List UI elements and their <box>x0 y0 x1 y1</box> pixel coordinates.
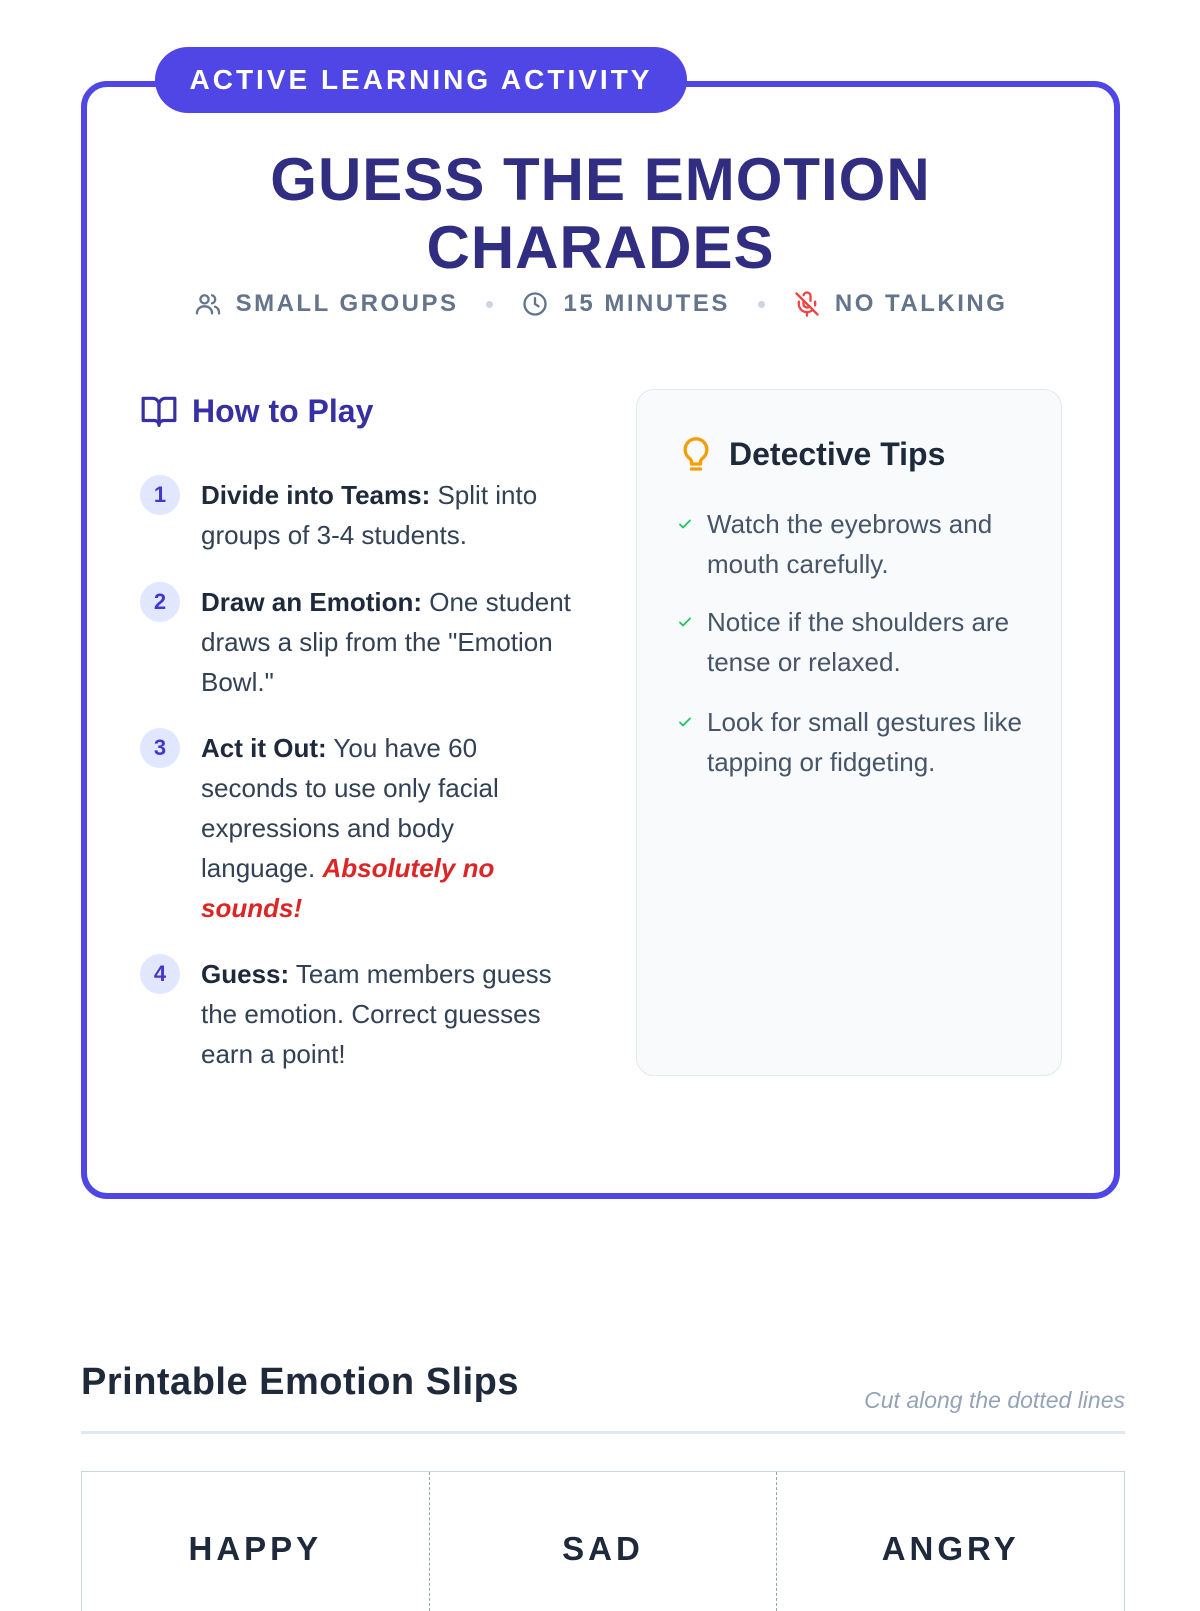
tips-title: Detective Tips <box>729 435 946 472</box>
meta-separator <box>758 301 765 308</box>
clock-icon <box>521 290 549 318</box>
step-text <box>201 728 571 928</box>
emotion-slip: HAPPY <box>188 1530 323 1567</box>
check-icon <box>677 516 693 532</box>
step-number: 2 <box>140 582 180 622</box>
step-body: You have 60 seconds to use only facial expressions and body language. <box>201 733 499 883</box>
step-heading: Guess: <box>201 959 290 989</box>
detective-tips-panel <box>636 389 1062 1076</box>
meta-rule-label: NO TALKING <box>834 290 1008 317</box>
step-number: 4 <box>140 954 180 994</box>
title-line-1: GUESS THE EMOTION <box>270 146 931 213</box>
title-line-2: CHARADES <box>426 214 775 281</box>
step-text <box>201 582 571 702</box>
meta-duration-label: 15 MINUTES <box>563 290 730 317</box>
activity-tag: ACTIVE LEARNING ACTIVITY <box>155 47 687 113</box>
slips-note: Cut along the dotted lines <box>864 1387 1125 1413</box>
tip-text: Watch the eyebrows and mouth carefully. <box>707 509 993 579</box>
step-heading: Draw an Emotion: <box>201 587 423 617</box>
meta-separator <box>486 301 493 308</box>
emotion-slip: SAD <box>429 1472 777 1611</box>
step-body: Split into groups of 3-4 students. <box>201 480 538 550</box>
book-icon <box>140 392 178 430</box>
step-number: 1 <box>140 475 180 515</box>
divider <box>81 1431 1125 1434</box>
tips-heading <box>681 432 945 476</box>
mic-off-icon <box>793 290 821 318</box>
meta-group-size <box>194 290 459 318</box>
step-heading: Act it Out: <box>201 733 327 763</box>
activity-meta <box>81 286 1120 322</box>
check-icon <box>677 614 693 630</box>
how-to-play-heading <box>140 389 373 433</box>
step-text <box>201 954 571 1074</box>
tip-text: Look for small gestures like tapping or fidgeting. <box>707 707 1023 777</box>
meta-rule <box>793 290 1008 318</box>
emotion-slip: ANGRY <box>776 1472 1124 1611</box>
page-title <box>81 146 1120 282</box>
lightbulb-icon <box>681 434 711 474</box>
step-body: One student draws a slip from the "Emotion Bowl." <box>201 587 571 697</box>
step-number: 3 <box>140 728 180 768</box>
slips-title: Printable Emotion Slips <box>81 1361 519 1403</box>
check-icon <box>677 714 693 730</box>
how-to-play-title: How to Play <box>192 392 374 429</box>
emotion-slips-grid <box>81 1471 1125 1611</box>
step-heading: Divide into Teams: <box>201 480 431 510</box>
meta-group-size-label: SMALL GROUPS <box>235 290 459 317</box>
meta-duration <box>521 290 729 318</box>
step-body: Team members guess the emotion. Correct guesses earn a point! <box>201 959 552 1069</box>
step-text <box>201 475 571 555</box>
tip-text: Notice if the shoulders are tense or relaxed. <box>707 607 1010 677</box>
users-icon <box>194 290 222 318</box>
step-emphasis: Absolutely no sounds! <box>201 853 495 923</box>
